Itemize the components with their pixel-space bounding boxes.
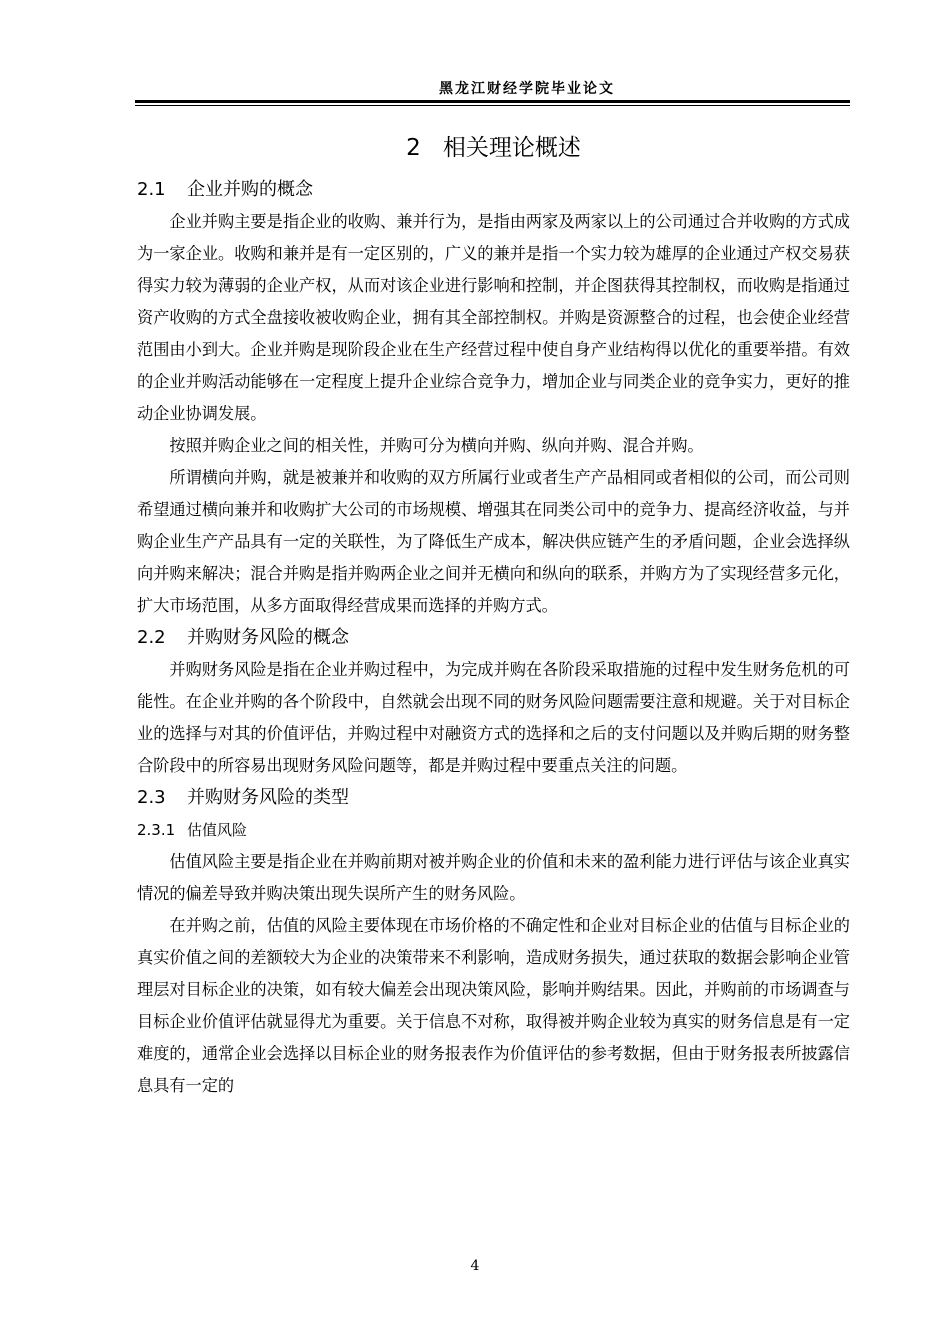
subsection-number: 2.3.1 (137, 821, 176, 839)
section-number: 2.1 (137, 179, 166, 200)
subsection-title: 估值风险 (187, 821, 248, 839)
section-heading-2-1 (137, 174, 850, 206)
paragraph: 所谓横向并购，就是被兼并和收购的双方所属行业或者生产产品相同或者相似的公司，而公司则希望通过横向兼并和收购扩大公司的市场规模、增强其在同类公司中的竞争力、提高经济收益，与并购企业生产产品具有一定的关联性，为了降低生产成本，解决供应链产生的矛盾问题，企业会选择纵向并购来解决；混合并购是指并购两企业之间并无横向和纵向的联系，并购方为了实现经营多元化，扩大市场范围，从多方面取得经营成果而选择的并购方式。 (137, 468, 850, 615)
subsection-heading-2-3-1 (137, 814, 850, 846)
header-rule-thick (135, 100, 850, 103)
chapter-number: 2 (406, 135, 421, 161)
paragraph: 按照并购企业之间的相关性，并购可分为横向并购、纵向并购、混合并购。 (169, 436, 704, 455)
chapter-title-text: 相关理论概述 (442, 135, 581, 161)
paragraph: 并购财务风险是指在企业并购过程中，为完成并购在各阶段采取措施的过程中发生财务危机的可能性。在企业并购的各个阶段中，自然就会出现不同的财务风险问题需要注意和规避。关于对目标企业的选择与对其的价值评估，并购过程中对融资方式的选择和之后的支付问题以及并购后期的财务整合阶段中的所容易出现财务风险问题等，都是并购过程中要重点关注的问题。 (137, 660, 850, 775)
page-number: 4 (470, 1258, 480, 1274)
section-title: 并购财务风险的概念 (187, 627, 349, 648)
header-rule-thin (135, 105, 850, 106)
section-number: 2.2 (137, 627, 166, 648)
chapter-title (137, 128, 850, 168)
page-content (137, 124, 850, 1102)
section-number: 2.3 (137, 787, 166, 808)
paragraph: 企业并购主要是指企业的收购、兼并行为，是指由两家及两家以上的公司通过合并收购的方式成为一家企业。收购和兼并是有一定区别的，广义的兼并是指一个实力较为雄厚的企业通过产权交易获得实力较为薄弱的企业产权，从而对该企业进行影响和控制，并企图获得其控制权，而收购是指通过资产收购的方式全盘接收被收购企业，拥有其全部控制权。并购是资源整合的过程，也会使企业经营范围由小到大。企业并购是现阶段企业在生产经营过程中使自身产业结构得以优化的重要举措。有效的企业并购活动能够在一定程度上提升企业综合竞争力，增加企业与同类企业的竞争实力，更好的推动企业协调发展。 (137, 212, 850, 423)
running-header: 黑龙江财经学院毕业论文 (439, 81, 615, 97)
section-heading-2-2 (137, 622, 850, 654)
section-heading-2-3 (137, 782, 850, 814)
section-title: 并购财务风险的类型 (187, 787, 349, 808)
paragraph: 估值风险主要是指企业在并购前期对被并购企业的价值和未来的盈利能力进行评估与该企业真实情况的偏差导致并购决策出现失误所产生的财务风险。 (137, 852, 850, 903)
paragraph: 在并购之前，估值的风险主要体现在市场价格的不确定性和企业对目标企业的估值与目标企业的真实价值之间的差额较大为企业的决策带来不利影响，造成财务损失，通过获取的数据会影响企业管理层对目标企业的决策，如有较大偏差会出现决策风险，影响并购结果。因此，并购前的市场调查与目标企业价值评估就显得尤为重要。关于信息不对称，取得被并购企业较为真实的财务信息是有一定难度的，通常企业会选择以目标企业的财务报表作为价值评估的参考数据，但由于财务报表所披露信息具有一定的 (137, 916, 850, 1095)
section-title: 企业并购的概念 (187, 179, 313, 200)
